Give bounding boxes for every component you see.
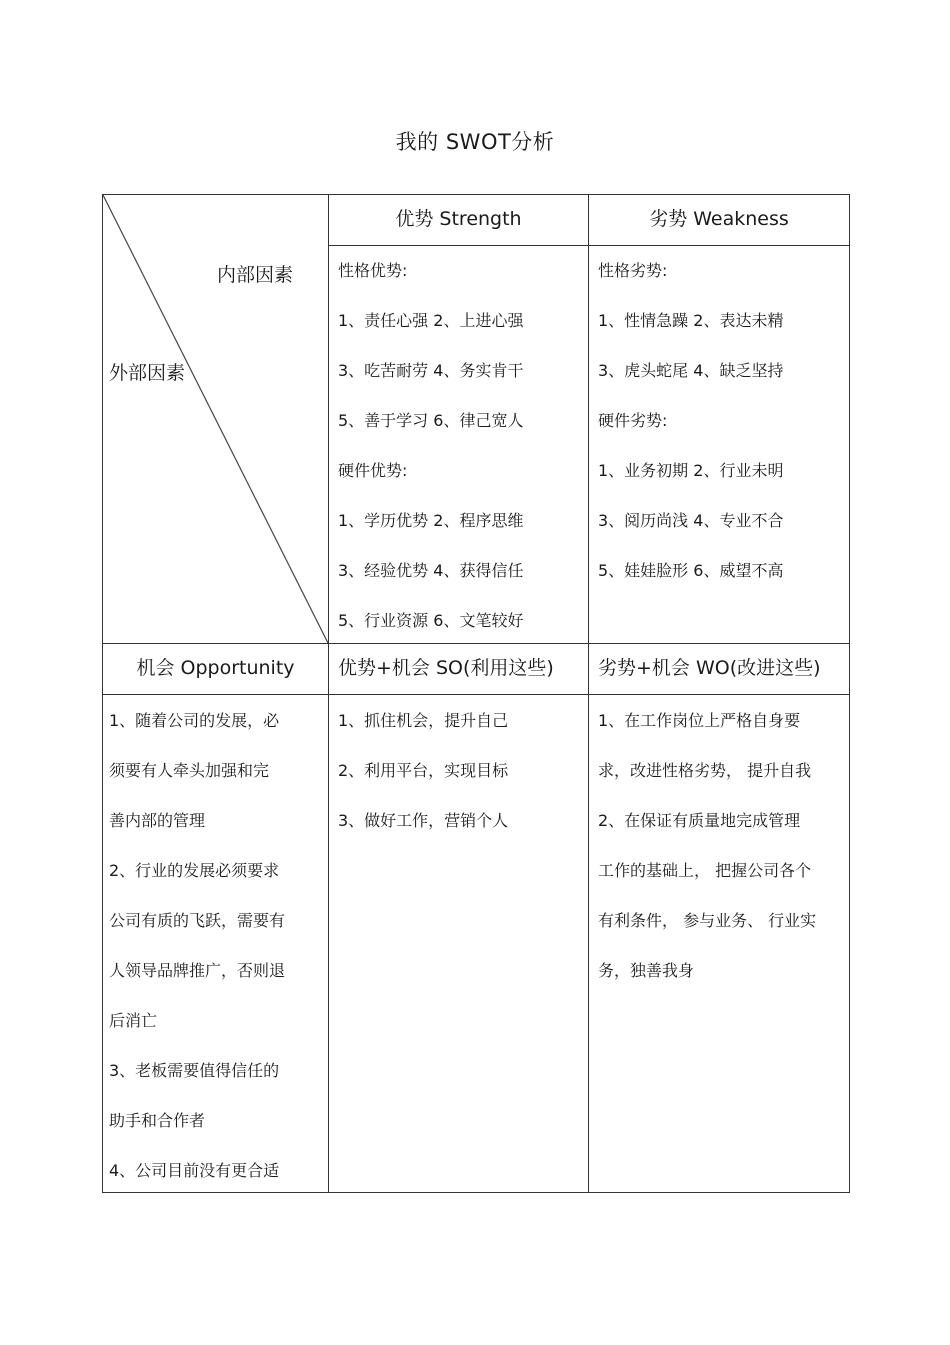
weakness-line: 3、阅历尚浅 4、专业不合: [598, 511, 784, 530]
so-line: 3、做好工作，营销个人: [338, 811, 509, 830]
opportunity-header: 机会 Opportunity: [103, 644, 329, 695]
wo-line: 1、在工作岗位上严格自身要: [598, 711, 801, 730]
wo-header: 劣势+机会 WO(改进这些): [589, 644, 850, 695]
wo-cell: [589, 695, 850, 1193]
header-row: [103, 195, 850, 246]
strength-line: 1、责任心强 2、上进心强: [338, 311, 524, 330]
weakness-line: 5、娃娃脸形 6、威望不高: [598, 561, 784, 580]
opportunity-line: 4、公司目前没有更合适: [109, 1161, 280, 1180]
opportunity-line: 后消亡: [109, 1011, 158, 1030]
external-factors-label: 外部因素: [109, 362, 186, 384]
wo-line: 求，改进性格劣势， 提升自我: [598, 761, 812, 780]
so-header: 优势+机会 SO(利用这些): [329, 644, 589, 695]
weakness-line: 1、性情急躁 2、表达未精: [598, 311, 784, 330]
opportunity-line: 3、老板需要值得信任的: [109, 1061, 280, 1080]
swot-table: [102, 194, 850, 1193]
wo-line: 2、在保证有质量地完成管理: [598, 811, 801, 830]
strength-line: 3、经验优势 4、获得信任: [338, 561, 524, 580]
opportunity-cell: [103, 695, 329, 1193]
strength-line: 1、学历优势 2、程序思维: [338, 511, 524, 530]
opportunity-header-row: [103, 644, 850, 695]
strength-line: 3、吃苦耐劳 4、务实肯干: [338, 361, 524, 380]
opportunity-line: 2、行业的发展必须要求: [109, 861, 280, 880]
page-title: 我的 SWOT分析: [395, 130, 555, 154]
strength-line: 5、行业资源 6、文笔较好: [338, 611, 524, 630]
strength-cell: [329, 246, 589, 644]
corner-cell: [103, 195, 329, 644]
internal-factors-label: 内部因素: [216, 264, 293, 286]
weakness-header: 劣势 Weakness: [589, 195, 850, 246]
weakness-line: 1、业务初期 2、行业未明: [598, 461, 784, 480]
weakness-line: 硬件劣势:: [598, 411, 668, 430]
opportunity-line: 公司有质的飞跃，需要有: [109, 911, 286, 930]
strength-line: 硬件优势:: [338, 461, 408, 480]
opportunity-content-row: [103, 695, 850, 1193]
weakness-line: 3、虎头蛇尾 4、缺乏坚持: [598, 361, 784, 380]
strength-line: 性格优势:: [338, 261, 408, 280]
strength-line: 5、善于学习 6、律己宽人: [338, 411, 524, 430]
opportunity-line: 助手和合作者: [109, 1111, 206, 1130]
wo-line: 务，独善我身: [598, 961, 695, 980]
so-line: 1、抓住机会，提升自己: [338, 711, 509, 730]
wo-line: 有利条件， 参与业务、 行业实: [598, 911, 817, 930]
weakness-line: 性格劣势:: [598, 261, 668, 280]
wo-line: 工作的基础上， 把握公司各个: [598, 861, 812, 880]
diagonal-divider: [103, 195, 328, 643]
strength-header: 优势 Strength: [329, 195, 589, 246]
so-cell: [329, 695, 589, 1193]
opportunity-line: 1、随着公司的发展，必: [109, 711, 280, 730]
opportunity-line: 人领导品牌推广，否则退: [109, 961, 286, 980]
so-line: 2、利用平台，实现目标: [338, 761, 509, 780]
opportunity-line: 善内部的管理: [109, 811, 206, 830]
opportunity-line: 须要有人牵头加强和完: [109, 761, 270, 780]
weakness-cell: [589, 246, 850, 644]
